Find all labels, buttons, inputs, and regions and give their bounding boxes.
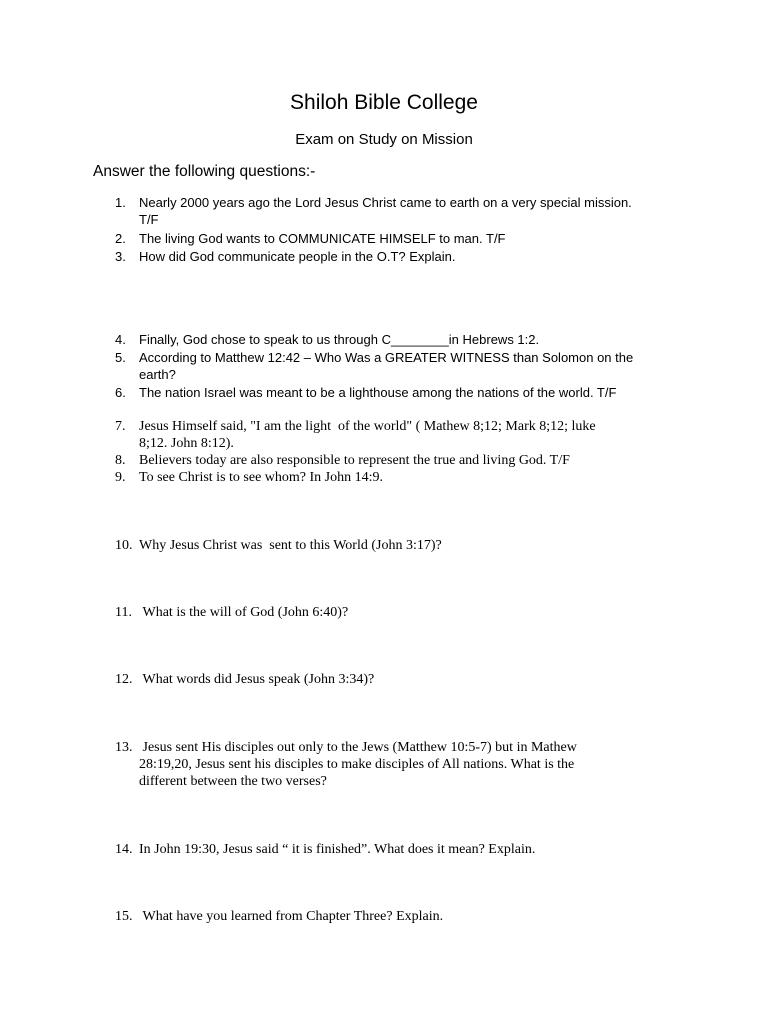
question-2 (115, 230, 675, 247)
question-text: What words did Jesus speak (John 3:34)? (139, 672, 375, 687)
question-number: 8. (115, 453, 126, 468)
question-8 (115, 452, 675, 469)
question-1 (115, 194, 675, 228)
question-text: In John 19:30, Jesus said “ it is finished”. What does it mean? Explain. (139, 842, 536, 857)
question-text: According to Matthew 12:42 – Who Was a GREATER WITNESS than Solomon on the earth? (139, 350, 634, 382)
question-text: Finally, God chose to speak to us through C________in Hebrews 1:2. (139, 332, 540, 347)
question-number: 5. (115, 350, 126, 365)
question-number: 4. (115, 332, 126, 347)
question-11 (115, 604, 675, 621)
question-number: 9. (115, 470, 126, 485)
question-text: Jesus Himself said, "I am the light of the world" ( Mathew 8;12; Mark 8;12; luke 8;12. John 8:12). (139, 419, 596, 451)
question-5 (115, 349, 675, 383)
question-number: 6. (115, 385, 126, 400)
question-text: How did God communicate people in the O.T? Explain. (139, 249, 456, 264)
question-number: 10. (115, 538, 133, 553)
question-12 (115, 671, 675, 688)
question-text: Jesus sent His disciples out only to the Jews (Matthew 10:5-7) but in Mathew 28:19,20, Jesus sent his disciples to make disciples of All nations. What is the different between the two verses? (139, 740, 577, 789)
question-text: Nearly 2000 years ago the Lord Jesus Christ came to earth on a very special mission. T/F (139, 195, 632, 227)
question-number: 2. (115, 231, 126, 246)
question-6 (115, 384, 675, 401)
question-number: 1. (115, 195, 126, 210)
question-number: 3. (115, 249, 126, 264)
question-14 (115, 841, 675, 858)
question-9 (115, 469, 675, 486)
question-text: Why Jesus Christ was sent to this World (John 3:17)? (139, 538, 442, 553)
question-text: The nation Israel was meant to be a lighthouse among the nations of the world. T/F (139, 385, 617, 400)
page-title: Shiloh Bible College (290, 91, 478, 114)
question-10 (115, 537, 675, 554)
question-number: 14. (115, 842, 133, 857)
question-13 (115, 739, 675, 790)
question-number: 13. (115, 740, 133, 755)
question-number: 15. (115, 909, 133, 924)
question-3 (115, 248, 675, 265)
question-15 (115, 908, 675, 925)
question-text: What is the will of God (John 6:40)? (139, 605, 349, 620)
question-text: Believers today are also responsible to represent the true and living God. T/F (139, 453, 570, 468)
exam-subtitle: Exam on Study on Mission (295, 131, 473, 148)
question-4 (115, 331, 675, 348)
question-text: The living God wants to COMMUNICATE HIMSELF to man. T/F (139, 231, 506, 246)
instructions: Answer the following questions:- (93, 163, 316, 180)
question-number: 7. (115, 419, 126, 434)
question-text: To see Christ is to see whom? In John 14:9. (139, 470, 383, 485)
question-text: What have you learned from Chapter Three? Explain. (139, 909, 444, 924)
question-number: 11. (115, 605, 132, 620)
question-number: 12. (115, 672, 133, 687)
question-7 (115, 418, 675, 452)
